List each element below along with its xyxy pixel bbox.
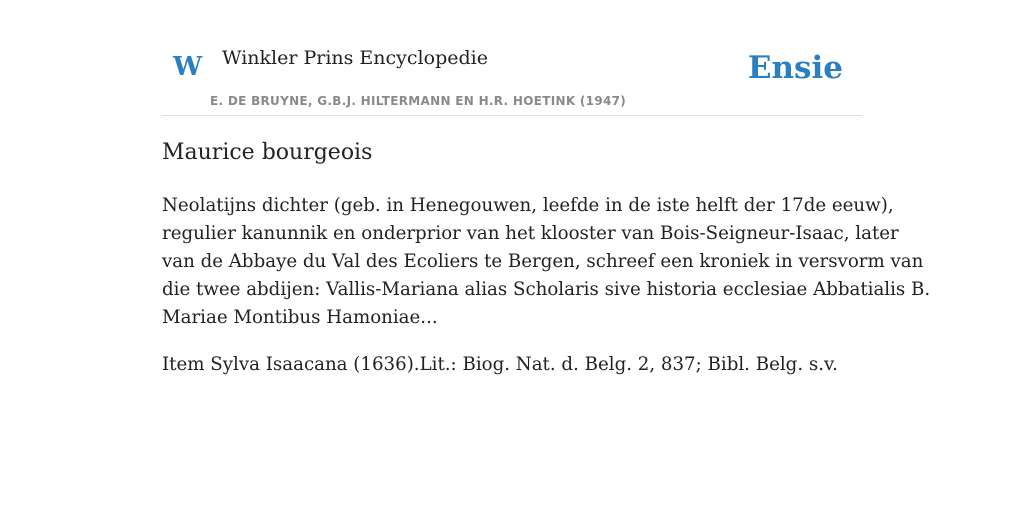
entry-paragraph: [162, 192, 931, 332]
paragraph-line: Item Sylva Isaacana (1636).Lit.: Biog. Nat. d. Belg. 2, 837; Bibl. Belg. s.v.: [162, 354, 838, 375]
entry-paragraph: [162, 351, 862, 379]
paragraph-line: die twee abdijen: Vallis-Mariana alias Scholaris sive historia ecclesiae Abbatialis B.: [162, 279, 931, 300]
ensie-logo[interactable]: Ensie: [747, 50, 843, 86]
source-title[interactable]: Winkler Prins Encyclopedie: [222, 47, 488, 69]
paragraph-line: van de Abbaye du Val des Ecoliers te Bergen, schreef een kroniek in versvorm van: [162, 251, 924, 272]
entry-body: [162, 192, 931, 398]
entry-title: Maurice bourgeois: [162, 140, 373, 165]
source-authors: E. DE BRUYNE, G.B.J. HILTERMANN EN H.R. HOETINK (1947): [210, 94, 627, 108]
paragraph-line: Neolatijns dichter (geb. in Henegouwen, leefde in de iste helft der 17de eeuw),: [162, 195, 894, 216]
source-header: [162, 38, 862, 116]
paragraph-line: regulier kanunnik en onderprior van het klooster van Bois-Seigneur-Isaac, later: [162, 223, 899, 244]
paragraph-line: Mariae Montibus Hamoniae...: [162, 307, 438, 328]
winkler-prins-logo[interactable]: W: [173, 52, 203, 82]
